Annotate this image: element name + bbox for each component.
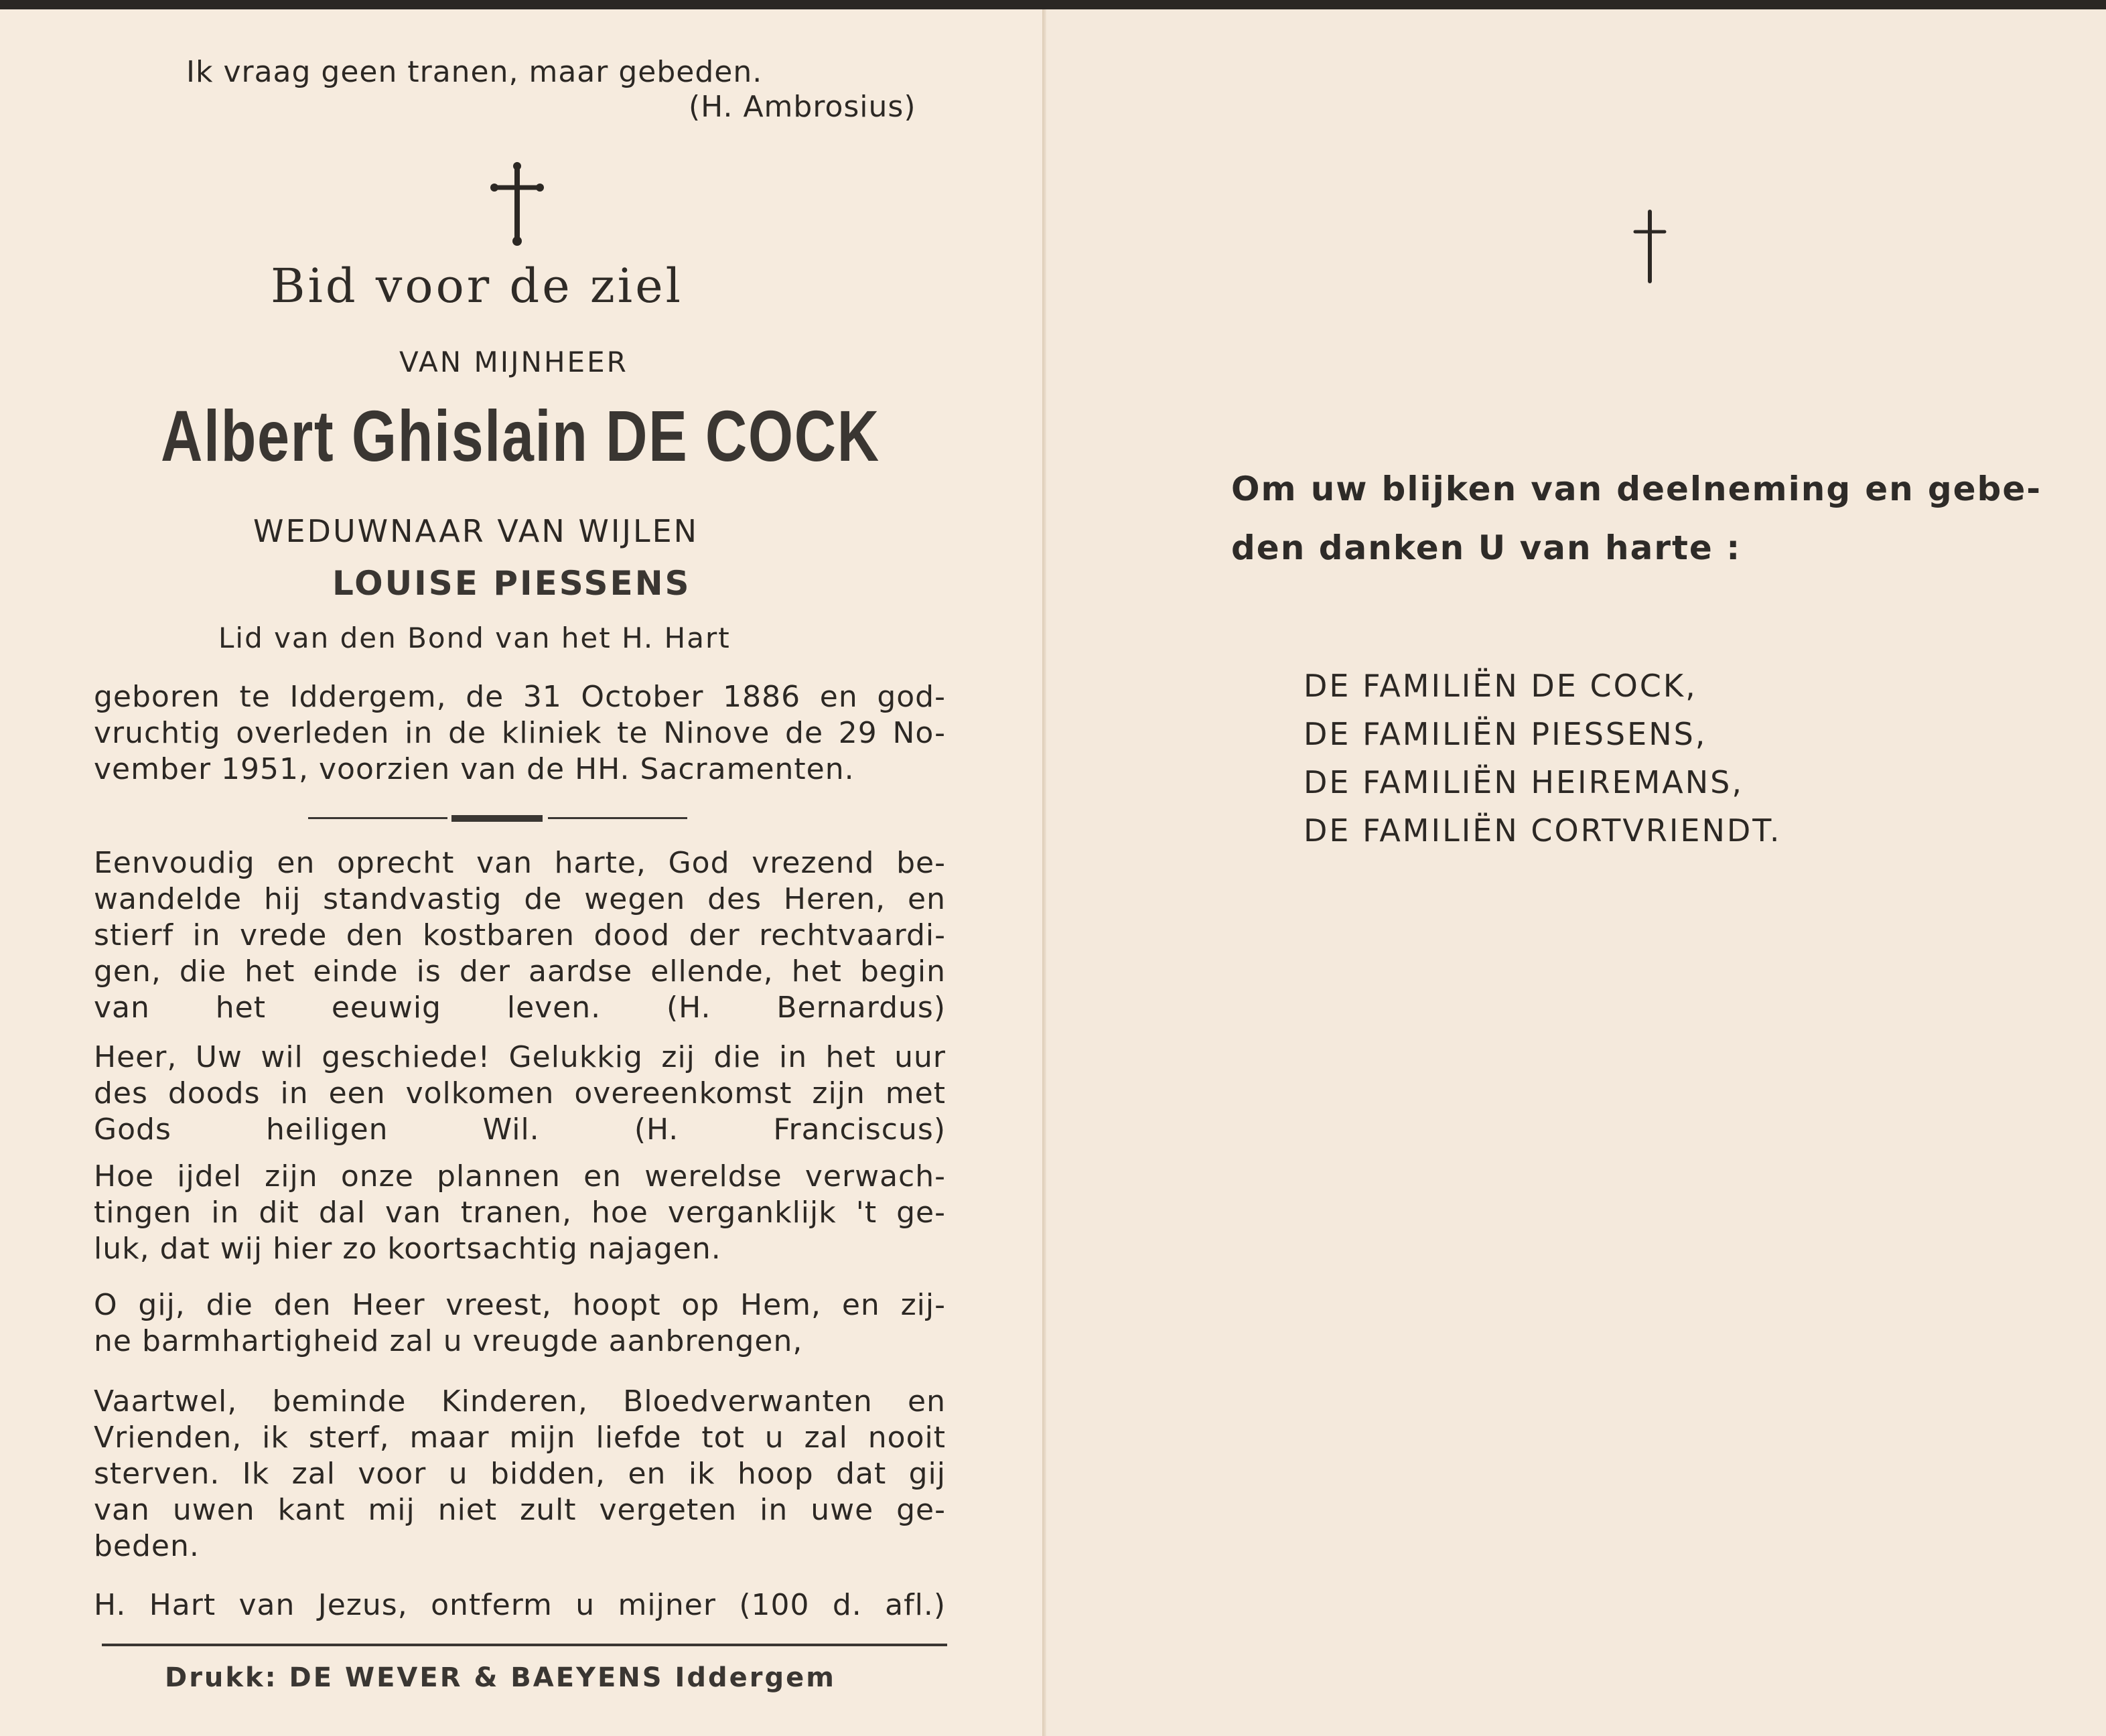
paragraph-line: des doods in een volkomen overeenkomst zijn met [94,1076,946,1110]
paragraph-line: tingen in dit dal van tranen, hoe verganklijk 't ge- [94,1196,946,1230]
family-item: DE FAMILIËN HEIREMANS, [1304,764,1744,800]
paragraph-line: wandelde hij standvastig de wegen des Heren, en [94,882,946,916]
paragraph-line-with-source [94,1112,946,1148]
bottom-rule [102,1644,947,1646]
bid-voor-de-ziel: Bid voor de ziel [271,259,684,313]
paragraph-line: geboren te Iddergem, de 31 October 1886 en god- [94,680,946,714]
spouse-name: LOUISE PIESSENS [332,564,691,603]
paragraph-line-with-source [94,1587,946,1623]
paragraph-line: Vaartwel, beminde Kinderen, Bloedverwanten en [94,1384,946,1419]
family-item: DE FAMILIËN DE COCK, [1304,668,1697,704]
divider [548,817,687,819]
paragraph-line: O gij, die den Heer vreest, hoopt op Hem, en zij- [94,1288,946,1322]
family-item: DE FAMILIËN CORTVRIENDT. [1304,812,1782,849]
paragraph-line: stierf in vrede den kostbaren dood der rechtvaardi- [94,918,946,952]
latin-cross-icon [489,161,545,246]
family-item: DE FAMILIËN PIESSENS, [1304,716,1707,752]
paragraph-line: Eenvoudig en oprecht van harte, God vrezend be- [94,846,946,880]
widower-of: WEDUWNAAR VAN WIJLEN [253,513,699,549]
motto-source: (H. Ambrosius) [689,90,916,124]
printer-credit: Drukk: DE WEVER & BAEYENS Iddergem [165,1662,836,1693]
quote-source: (H. Franciscus) [634,1112,946,1147]
membership: Lid van den Bond van het H. Hart [218,622,731,654]
paragraph-line: ne barmhartigheid zal u vreugde aanbrengen, [94,1324,803,1358]
prayer-text: H. Hart van Jezus, ontferm u mijner [94,1588,716,1622]
prayer-line [94,1587,946,1623]
paragraph-line: sterven. Ik zal voor u bidden, en ik hoop dat gij [94,1457,946,1491]
thanks-line: Om uw blijken van deelneming en gebe- [1231,469,2042,508]
paragraph-line: van uwen kant mij niet zult vergeten in uwe ge- [94,1493,946,1527]
quote-bernardus [94,845,946,1026]
farewell-paragraph [94,1384,946,1565]
paragraph-line: Hoe ijdel zijn onze plannen en wereldse verwach- [94,1159,946,1194]
deceased-name: Albert Ghislain DE COCK [161,395,880,476]
paragraph-line: beden. [94,1529,200,1563]
birth-death-paragraph [94,679,946,788]
divider [451,815,543,822]
indulgence: (100 d. afl.) [739,1588,946,1622]
card-right-page [1046,9,2106,1736]
paragraph-line: Vrienden, ik sterf, maar mijn liefde tot u zal nooit [94,1421,946,1455]
paragraph-line: vruchtig overleden in de kliniek te Ninove de 29 No- [94,716,946,750]
paragraph-line-with-source [94,990,946,1026]
paragraph-line: vember 1951, voorzien van de HH. Sacramenten. [94,752,855,786]
van-mijnheer: VAN MIJNHEER [399,346,628,378]
motto: Ik vraag geen tranen, maar gebeden. [186,55,763,89]
family-list [1304,662,1782,855]
latin-cross-icon [1631,209,1669,284]
quote-vanity [94,1159,946,1267]
paragraph-line: Gods heiligen Wil. [94,1112,540,1147]
quote-fear-of-lord [94,1287,946,1360]
scan-top-edge [0,0,2106,9]
thanks-line: den danken U van harte : [1231,528,1742,567]
paragraph-line: gen, die het einde is der aardse ellende, het begin [94,954,946,989]
divider [308,817,447,819]
quote-source: (H. Bernardus) [666,991,946,1025]
paragraph-line: van het eeuwig leven. [94,991,602,1025]
quote-franciscus [94,1039,946,1148]
paragraph-line: luk, dat wij hier zo koortsachtig najagen. [94,1232,721,1266]
paragraph-line: Heer, Uw wil geschiede! Gelukkig zij die in het uur [94,1040,946,1074]
thanks-message [1231,459,2042,577]
